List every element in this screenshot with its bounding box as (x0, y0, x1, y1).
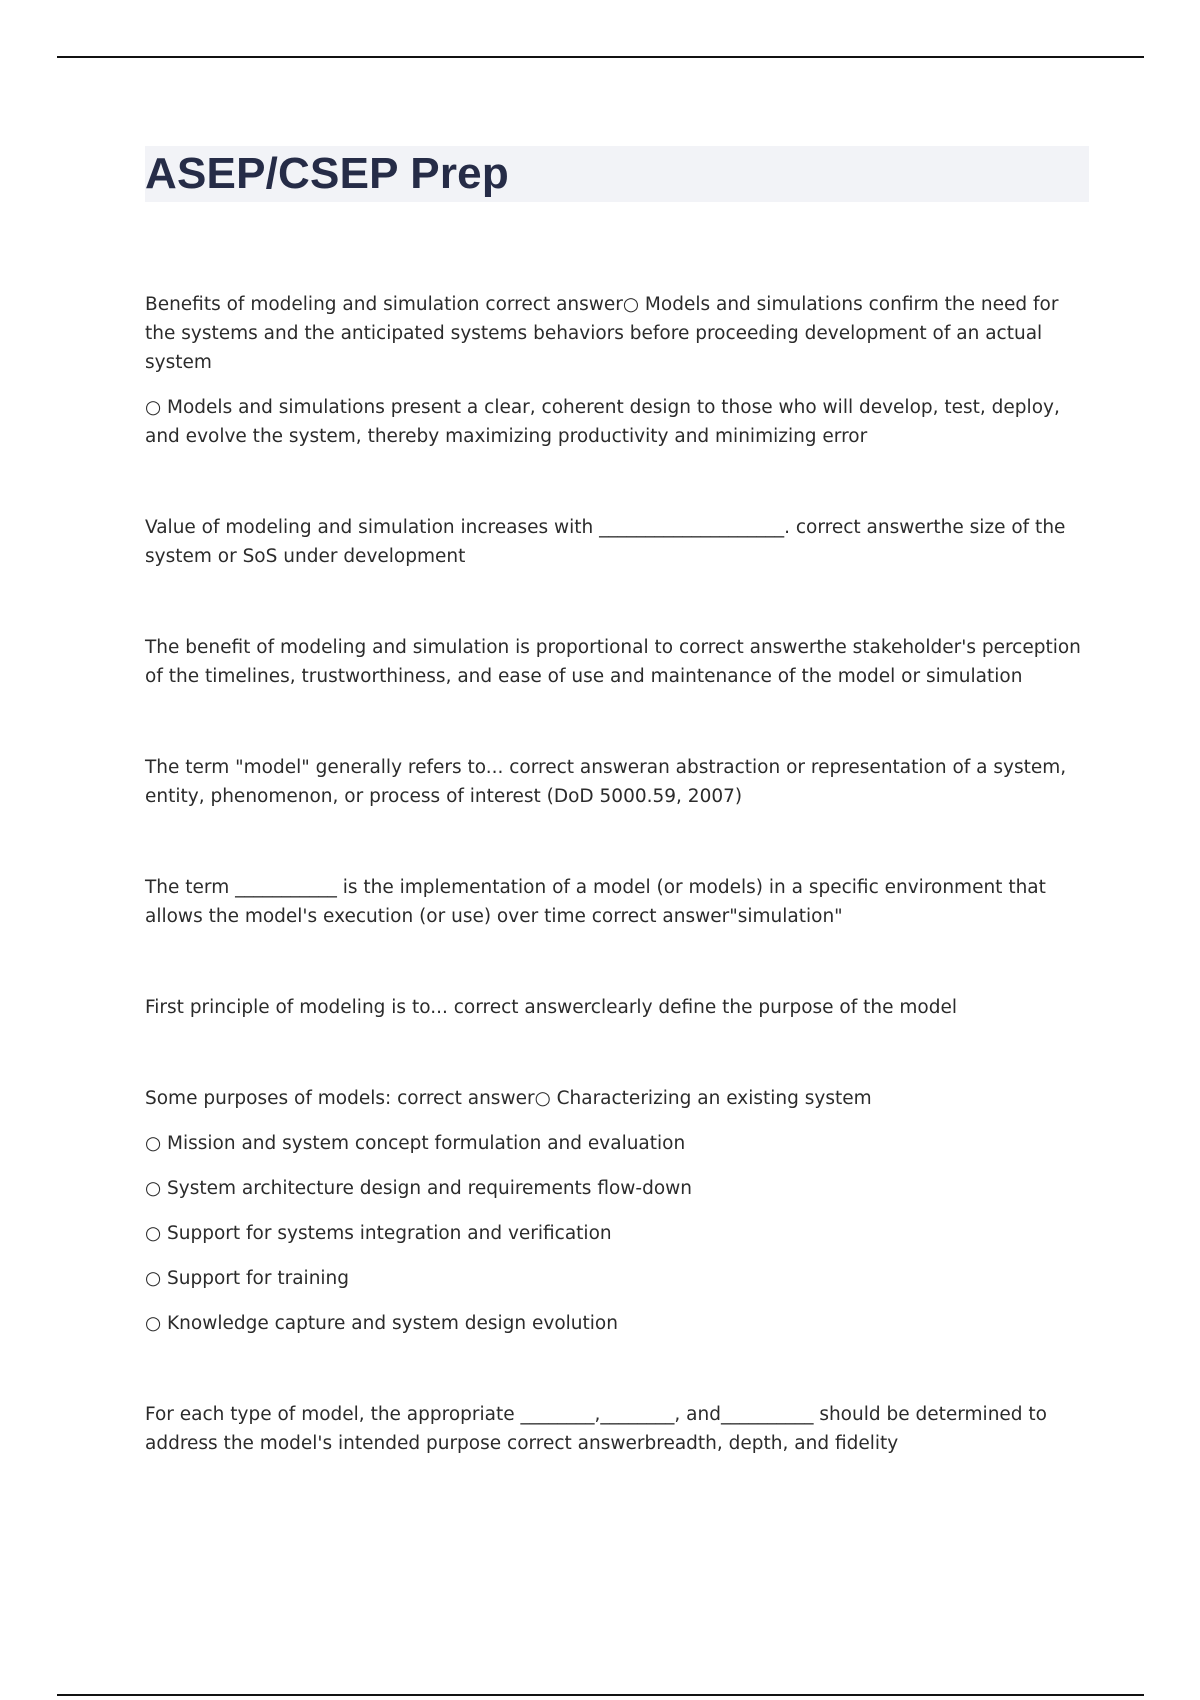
entry-text: The term "model" generally refers to... correct answeran abstraction or representation of a system, entity, phenomenon, or process of interest (DoD 5000.59, 2007) (145, 757, 1067, 807)
qa-entry-1 (145, 290, 1090, 451)
entry-text: Benefits of modeling and simulation correct answer○ Models and simulations confirm the need for the systems and the anticipated systems behaviors before proceeding development of an actual system (145, 294, 1059, 373)
entry-text: The term ___________ is the implementation of a model (or models) in a specific environment that allows the model's execution (or use) over time correct answer"simulation" (145, 877, 1046, 927)
entry-text: The benefit of modeling and simulation is proportional to correct answerthe stakeholder's perception of the timelines, trustworthiness, and ease of use and maintenance of the model or simulation (145, 637, 1081, 687)
entry-bullet: ○ Support for systems integration and verification (145, 1223, 612, 1244)
qa-entry-4 (145, 753, 1090, 811)
qa-entry-8 (145, 1400, 1090, 1458)
entry-bullet: ○ System architecture design and requirements flow-down (145, 1178, 693, 1199)
entry-text: For each type of model, the appropriate ________,________, and__________ should be determined to address the model's intended purpose correct answerbreadth, depth, and fidelity (145, 1404, 1048, 1454)
title-banner (145, 146, 1089, 202)
document-body (145, 290, 1090, 1458)
entry-bullet: ○ Knowledge capture and system design evolution (145, 1313, 618, 1334)
page-title: ASEP/CSEP Prep (145, 149, 509, 198)
entry-bullet: ○ Support for training (145, 1268, 350, 1289)
header-rule (57, 56, 1144, 58)
footer-rule (57, 1694, 1144, 1696)
entry-bullet: ○ Models and simulations present a clear, coherent design to those who will develop, test, deploy, and evolve the system, thereby maximizing productivity and minimizing error (145, 397, 1060, 447)
qa-entry-6 (145, 993, 1090, 1022)
qa-entry-3 (145, 633, 1090, 691)
qa-entry-5 (145, 873, 1090, 931)
entry-text: Value of modeling and simulation increases with ____________________. correct answerthe size of the system or SoS under development (145, 517, 1066, 567)
qa-entry-7 (145, 1084, 1090, 1338)
entry-text: Some purposes of models: correct answer○ Characterizing an existing system (145, 1088, 872, 1109)
entry-bullet: ○ Mission and system concept formulation and evaluation (145, 1133, 686, 1154)
qa-entry-2 (145, 513, 1090, 571)
entry-text: First principle of modeling is to... correct answerclearly define the purpose of the model (145, 997, 957, 1018)
